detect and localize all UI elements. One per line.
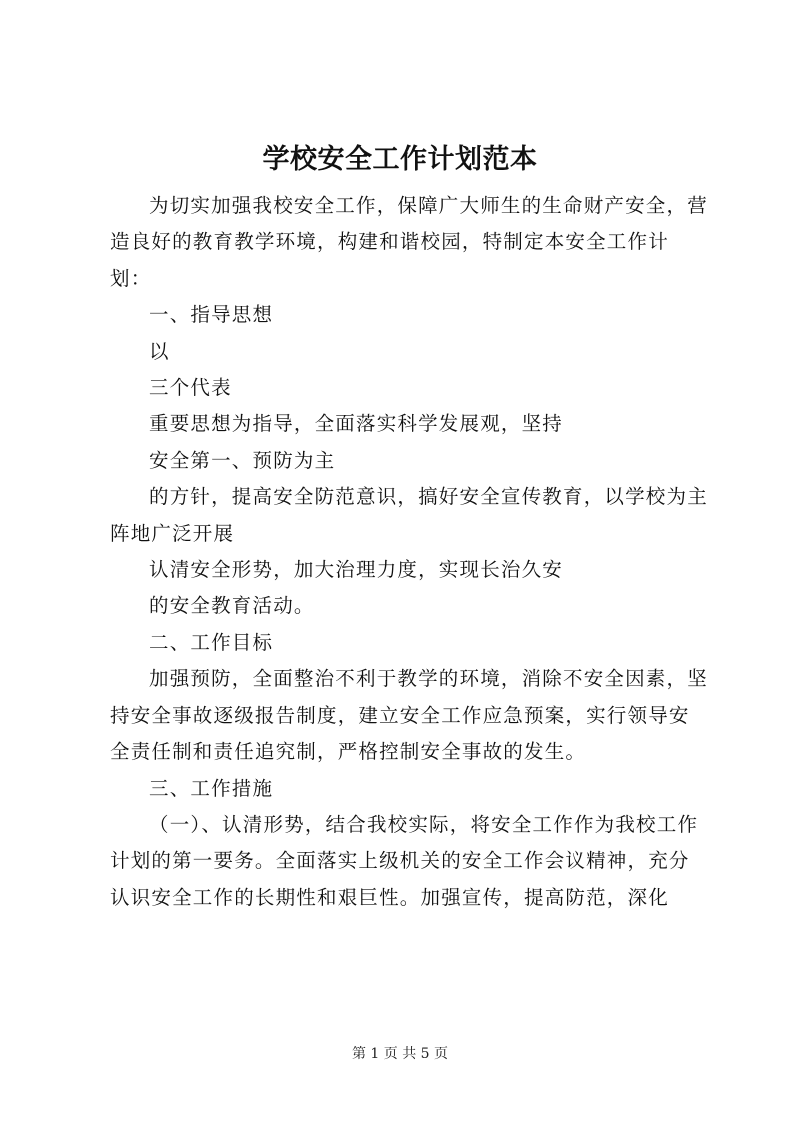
heading-work-goals: 二、工作目标 [149, 630, 274, 654]
paragraph-line: 以 [149, 339, 170, 363]
paragraph-intro: 为切实加强我校安全工作，保障广大师生的生命财产安全，营造良好的教育教学环境，构建和谐校园，特制定本安全工作计划： [110, 194, 708, 290]
paragraph-line: 认清安全形势，加大治理力度，实现长治久安 [149, 558, 564, 582]
paragraph-policy: 的方针，提高安全防范意识，搞好安全宣传教育，以学校为主阵地广泛开展 [110, 485, 708, 545]
document-body [110, 188, 708, 916]
page-number-footer: 第 1 页 共 5 页 [351, 1046, 449, 1062]
paragraph-line: 重要思想为指导，全面落实科学发展观，坚持 [149, 412, 564, 436]
heading-work-measures: 三、工作措施 [149, 776, 274, 800]
paragraph-line: 的安全教育活动。 [149, 594, 315, 618]
paragraph-line: 三个代表 [149, 376, 232, 400]
paragraph-line: 安全第一、预防为主 [149, 448, 336, 472]
heading-guiding-ideology: 一、指导思想 [149, 303, 274, 327]
page-title: 学校安全工作计划范本 [262, 144, 538, 175]
paragraph-goals: 加强预防，全面整治不利于教学的环境，消除不安全因素，坚持安全事故逐级报告制度，建立安全工作应急预案，实行领导安全责任制和责任追究制，严格控制安全事故的发生。 [110, 667, 708, 764]
paragraph-measures: （一）、认清形势，结合我校实际，将安全工作作为我校工作计划的第一要务。全面落实上级机关的安全工作会议精神，充分认识安全工作的长期性和艰巨性。加强宣传，提高防范，深化 [110, 812, 699, 909]
